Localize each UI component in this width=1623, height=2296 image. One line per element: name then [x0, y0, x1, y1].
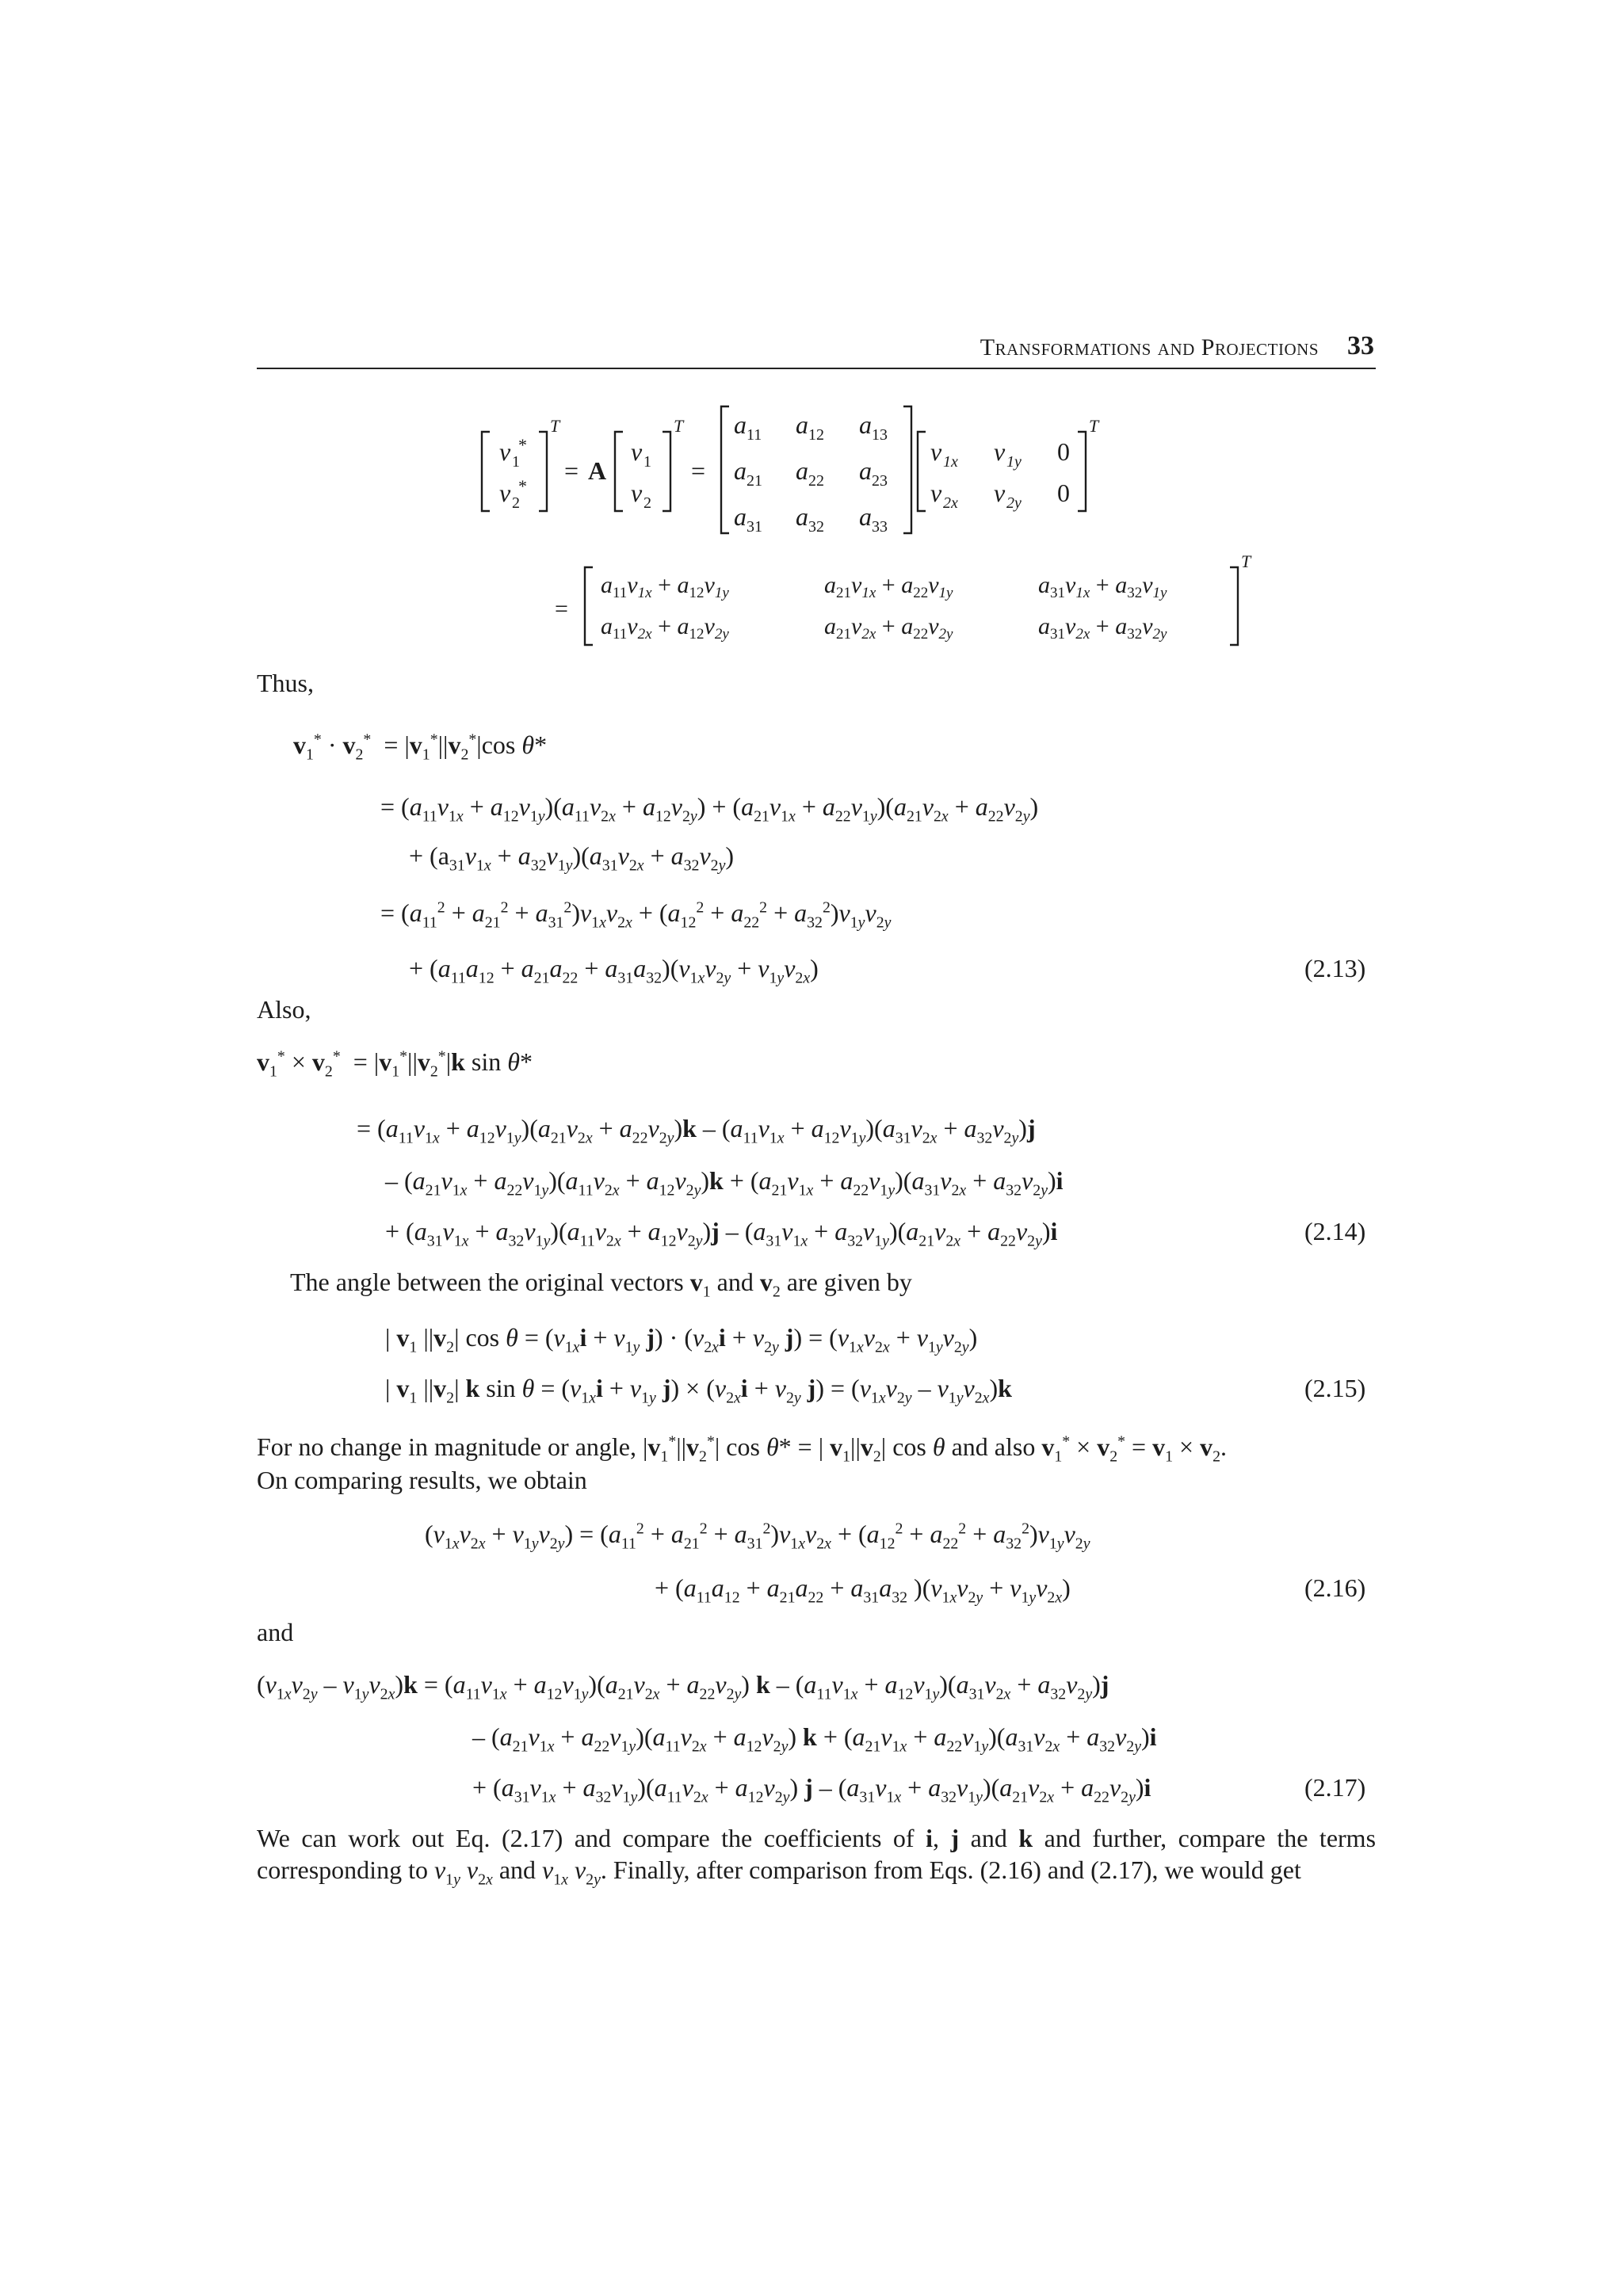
no-change-text: For no change in magnitude or angle, $|v_1^*||v_2^*|$ cos θ* = | $v_1||v_2|$ cos θ and also $v_1^* \times v_2^* = v_1 \times v_2$. [257, 1432, 1227, 1466]
svg-text:*: * [518, 435, 527, 455]
equation-number-2-17: (2.17) [1304, 1773, 1366, 1802]
dot-line-1: $v_1^* \cdot v_2^* = |v_1^*||v_2^*|\cos$ θ* [293, 730, 548, 764]
svg-text:23: 23 [872, 472, 888, 490]
page-number: 33 [1347, 331, 1374, 360]
svg-text:a: a [796, 410, 808, 439]
svg-text:v: v [631, 437, 643, 466]
svg-text:0: 0 [1057, 479, 1070, 507]
svg-text:v: v [499, 479, 511, 507]
svg-text:a31v1x + a32v1y: $a_{31}v_{1x} + a_{32}v_{1y}$ [1038, 572, 1167, 601]
dot-line-5: + $(a_{11}a_{12} + a_{21}a_{22} + a_{31}a_{32})(v_{1x}v_{2y} + v_{1y}v_{2x})$ [409, 954, 819, 987]
svg-text:a: a [859, 456, 872, 485]
equation-number-2-16: (2.16) [1304, 1573, 1366, 1602]
dot-line-4: = $(a_{11}^2 + a_{21}^2 + a_{31}^2)v_{1x}v_{2x} + (a_{12}^2 + a_{22}^2 + a_{32}^2)v_{1y}v_{2y}$ [380, 898, 892, 932]
word-and: and [257, 1618, 294, 1646]
svg-text:1x: 1x [943, 453, 958, 471]
svg-text:a: a [859, 502, 872, 531]
svg-text:a11v1x + a12v1y: $a_{11}v_{1x} + a_{12}v_{1y}$ [601, 572, 729, 601]
running-header [257, 331, 1376, 369]
svg-text:a: a [734, 456, 747, 485]
svg-text:33: 33 [872, 518, 888, 536]
eq216-line-1: $(v_{1x}v_{2x} + v_{1y}v_{2y}) = (a_{11}^2 + a_{21}^2 + a_{31}^2)v_{1x}v_{2x} + (a_{12}^2 + a_{22}^2 + a_{32}^2)v_{1y}v_{2y}$ [425, 1520, 1090, 1553]
dot-line-2: = $(a_{11}v_{1x} + a_{12}v_{1y})(a_{11}v_{2x} + a_{12}v_{2y}) + (a_{21}v_{1x} + a_{22}v_{1y})(a_{21}v_{2x} + a_{22}v_{2y})$ [380, 792, 1039, 826]
svg-text:a: a [859, 410, 872, 439]
svg-text:=: = [555, 596, 568, 622]
svg-text:11: 11 [747, 426, 762, 444]
svg-text:a: a [796, 456, 808, 485]
svg-text:T: T [550, 416, 560, 436]
equation-number-2-13: (2.13) [1304, 954, 1366, 982]
angle-intro-text: The angle between the original vectors $v_1$ and $v_2$ are given by [290, 1268, 912, 1301]
svg-text:=: = [564, 456, 579, 485]
eq217-line-2: – $(a_{21}v_{1x} + a_{22}v_{1y})(a_{11}v_{2x} + a_{12}v_{2y}) k + (a_{21}v_{1x} + a_{22}v_{1y})(a_{31}v_{2x} + a_{32}v_{2y})i$ [472, 1722, 1157, 1756]
running-title: Transformations and Projections [980, 334, 1319, 360]
final-paragraph: We can work out Eq. (2.17) and compare the coefficients of i, j and k and further, compare the terms corresponding to $v_{1y}$ $v_{2x}$ and $v_{1x}$ $v_{2y}$. Finally, after comparison from Eqs. (2.16) and (2.17), we would get [257, 1824, 1377, 1889]
svg-text:1: 1 [643, 453, 651, 471]
svg-text:v: v [930, 479, 942, 507]
equation-number-2-15: (2.15) [1304, 1374, 1366, 1402]
svg-text:13: 13 [872, 426, 888, 444]
svg-text:a: a [734, 502, 747, 531]
matrix-equation [475, 400, 1268, 543]
eq217-line-1: $(v_{1x}v_{2y} - v_{1y}v_{2x})k = (a_{11}v_{1x} + a_{12}v_{1y})(a_{21}v_{2x} + a_{22}v_{2y})$ $k - (a_{11}v_{1x} + a_{12}v_{1y})(a_{31}v_{2x} + a_{32}v_{2y})j$ [257, 1670, 1109, 1703]
on-comparing-text: On comparing results, we obtain [257, 1466, 587, 1494]
svg-text:31: 31 [747, 518, 762, 536]
svg-text:2y: 2y [1006, 494, 1022, 512]
svg-text:a11v2x + a12v2y: $a_{11}v_{2x} + a_{12}v_{2y}$ [601, 613, 729, 643]
svg-text:T: T [674, 416, 684, 436]
svg-text:v: v [631, 479, 643, 507]
svg-text:A: A [588, 456, 607, 485]
cross-line-3: – $(a_{21}v_{1x} + a_{22}v_{1y})(a_{11}v_{2x} + a_{12}v_{2y})k + (a_{21}v_{1x} + a_{22}v_{1y})(a_{31}v_{2x} + a_{32}v_{2y})i$ [385, 1166, 1064, 1199]
cross-line-2: = $(a_{11}v_{1x} + a_{12}v_{1y})(a_{21}v_{2x} + a_{22}v_{2y})k - (a_{11}v_{1x} + a_{12}v_{1y})(a_{31}v_{2x} + a_{32}v_{2y})j$ [357, 1114, 1036, 1147]
svg-text:T: T [1089, 416, 1099, 436]
svg-text:T: T [1241, 551, 1251, 571]
equation-number-2-14: (2.14) [1304, 1217, 1366, 1245]
svg-text:2x: 2x [943, 494, 958, 512]
svg-text:0: 0 [1057, 437, 1070, 466]
word-also: Also, [257, 995, 311, 1024]
svg-text:a21v1x + a22v1y: $a_{21}v_{1x} + a_{22}v_{1y}$ [824, 572, 953, 601]
svg-text:22: 22 [808, 472, 824, 490]
svg-text:a31v2x + a32v2y: $a_{31}v_{2x} + a_{32}v_{2y}$ [1038, 613, 1167, 643]
svg-text:v: v [499, 437, 511, 466]
svg-text:2: 2 [512, 494, 520, 512]
svg-text:2: 2 [643, 494, 651, 512]
svg-text:v: v [930, 437, 942, 466]
matrix-result [555, 551, 1268, 650]
svg-text:v: v [994, 479, 1006, 507]
svg-text:1: 1 [512, 453, 520, 471]
cross-line-1: $v_1^* \times v_2^* = |v_1^*||v_2^*|k$ sin θ* [257, 1047, 533, 1081]
word-thus: Thus, [257, 669, 314, 697]
svg-text:a21v2x + a22v2y: $a_{21}v_{2x} + a_{22}v_{2y}$ [824, 613, 953, 643]
svg-text:32: 32 [808, 518, 824, 536]
svg-text:a: a [734, 410, 747, 439]
angle-line-2: | $v_1$ $||v_2|$ k $\sin \theta = (v_{1x}i + v_{1y}$ $j) \times (v_{2x}i + v_{2y}$ $j) = (v_{1x}v_{2y} - v_{1y}v_{2x})k$ [385, 1374, 1012, 1407]
svg-text:=: = [691, 456, 706, 485]
dot-line-3: + $(a_{31}v_{1x} + a_{32}v_{1y})(a_{31}v_{2x} + a_{32}v_{2y})$ [409, 841, 735, 875]
svg-text:*: * [518, 476, 527, 496]
svg-text:12: 12 [808, 426, 824, 444]
eq216-line-2: + ($a_{11}a_{12} + a_{21}a_{22} + a_{31}a_{32}$ )$(v_{1x}v_{2y} + v_{1y}v_{2x})$ [655, 1573, 1071, 1607]
svg-text:a: a [796, 502, 808, 531]
svg-text:v: v [994, 437, 1006, 466]
angle-line-1: | $v_1$ $||v_2|$ $\cos \theta = (v_{1x}i + v_{1y}$ $j) \cdot (v_{2x}i + v_{2y}$ $j) = (v_{1x}v_{2x} + v_{1y}v_{2y})$ [385, 1323, 978, 1356]
cross-line-4: + $(a_{31}v_{1x} + a_{32}v_{1y})(a_{11}v_{2x} + a_{12}v_{2y})j - (a_{31}v_{1x} + a_{32}v_{1y})(a_{21}v_{2x} + a_{22}v_{2y})i$ [385, 1217, 1058, 1250]
eq217-line-3: + $(a_{31}v_{1x} + a_{32}v_{1y})(a_{11}v_{2x} + a_{12}v_{2y})$ $j - (a_{31}v_{1x} + a_{32}v_{1y})(a_{21}v_{2x} + a_{22}v_{2y})i$ [472, 1773, 1151, 1806]
svg-text:21: 21 [747, 472, 762, 490]
svg-text:1y: 1y [1006, 453, 1022, 471]
